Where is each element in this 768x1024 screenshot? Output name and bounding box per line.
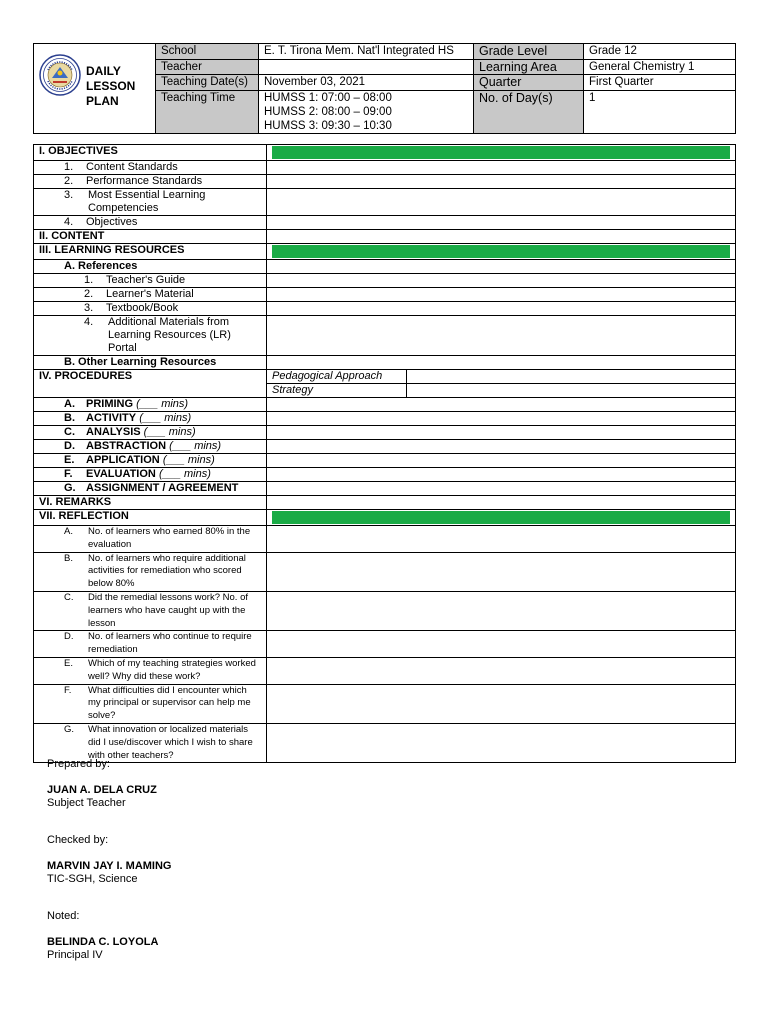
procedures-heading: IV. PROCEDURES: [34, 370, 267, 398]
item-letter: C.: [64, 591, 74, 603]
procedure-step: [34, 440, 267, 454]
item-letter: A.: [64, 526, 73, 537]
item-number: 3.: [64, 189, 74, 201]
resource-entry[interactable]: [267, 288, 736, 302]
reflection-item: [34, 657, 267, 684]
objective-item: [34, 189, 267, 216]
step-letter: D.: [64, 440, 75, 452]
title-line: LESSON: [86, 79, 136, 93]
resource-entry[interactable]: [267, 274, 736, 288]
reflection-item: [34, 591, 267, 630]
noted-by-block: [47, 910, 158, 962]
item-text: Teacher's Guide: [106, 274, 186, 286]
item-number: 1.: [84, 274, 94, 286]
item-text: Most Essential Learning Competencies: [88, 189, 206, 214]
procedure-entry[interactable]: [267, 440, 736, 454]
reflection-entry[interactable]: [267, 552, 736, 591]
prepared-by-block: [47, 758, 157, 810]
section-bar: [272, 245, 730, 258]
step-letter: A.: [64, 398, 75, 410]
procedure-entry[interactable]: [267, 468, 736, 482]
item-number: 2.: [84, 288, 94, 300]
date-label: Teaching Date(s): [156, 75, 259, 91]
reflection-heading: VII. REFLECTION: [34, 510, 267, 526]
item-text: Which of my teaching strategies worked well? Why did these work?: [88, 657, 256, 682]
teacher-value: [259, 59, 474, 75]
step-mins: (___ mins): [143, 426, 196, 438]
reflection-entry[interactable]: [267, 684, 736, 723]
step-mins: (___ mins): [139, 412, 192, 424]
section-bar-cell: [267, 145, 736, 161]
item-number: 2.: [64, 175, 74, 187]
resource-item: [34, 274, 267, 288]
step-name: PRIMING: [86, 398, 134, 410]
procedure-entry[interactable]: [267, 482, 736, 496]
objective-item: [34, 216, 267, 230]
procedure-step: [34, 426, 267, 440]
item-number: 3.: [84, 302, 94, 314]
step-mins: (___ mins): [158, 468, 211, 480]
time-label: Teaching Time: [156, 90, 259, 133]
step-mins: (___ mins): [162, 454, 215, 466]
item-text: Textbook/Book: [106, 302, 179, 314]
step-name: EVALUATION: [86, 468, 156, 480]
item-text: Performance Standards: [86, 175, 203, 187]
signatory-title: Subject Teacher: [47, 797, 126, 809]
item-text: Objectives: [86, 216, 138, 228]
reflection-entry[interactable]: [267, 526, 736, 553]
section-bar-cell: [267, 510, 736, 526]
grade-value: Grade 12: [584, 44, 736, 60]
remarks-heading: VI. REMARKS: [34, 496, 267, 510]
reflection-entry[interactable]: [267, 723, 736, 762]
reflection-item: [34, 631, 267, 658]
date-value: November 03, 2021: [259, 75, 474, 91]
objective-item: [34, 175, 267, 189]
reflection-entry[interactable]: [267, 631, 736, 658]
procedure-entry[interactable]: [267, 398, 736, 412]
step-name: APPLICATION: [86, 454, 160, 466]
quarter-label: Quarter: [474, 75, 584, 91]
strategy-row: [267, 384, 736, 398]
quarter-value: First Quarter: [584, 75, 736, 91]
resources-heading: III. LEARNING RESOURCES: [34, 244, 267, 260]
item-number: 4.: [84, 316, 94, 328]
signature-caption: Prepared by:: [47, 758, 110, 770]
deped-seal-icon: [39, 54, 81, 96]
item-text: Learner's Material: [106, 288, 194, 300]
objective-entry[interactable]: [267, 216, 736, 230]
school-value: E. T. Tirona Mem. Nat'l Integrated HS: [259, 44, 474, 60]
item-number: 4.: [64, 216, 74, 228]
lesson-plan-table: [33, 144, 736, 763]
section-bar-cell: [267, 244, 736, 260]
procedure-step: [34, 398, 267, 412]
signature-caption: Checked by:: [47, 834, 109, 846]
pedagogy-row: [267, 370, 736, 384]
step-mins: (___ mins): [136, 398, 189, 410]
procedure-step: [34, 454, 267, 468]
item-number: 1.: [64, 161, 74, 173]
item-text: No. of learners who continue to require remediation: [88, 631, 252, 656]
item-text: Additional Materials from Learning Resources (LR) Portal: [108, 316, 231, 354]
references-entry[interactable]: [267, 260, 736, 274]
objectives-heading: I. OBJECTIVES: [34, 145, 267, 161]
signatory-name: BELINDA C. LOYOLA: [47, 936, 159, 948]
time-slot: HUMSS 2: 08:00 – 09:00: [264, 105, 392, 118]
content-heading: II. CONTENT: [34, 230, 267, 244]
time-value: [259, 90, 474, 133]
step-name: ASSIGNMENT / AGREEMENT: [86, 482, 239, 494]
step-letter: E.: [64, 454, 75, 466]
grade-label: Grade Level: [474, 44, 584, 60]
step-mins: (___ mins): [169, 440, 222, 452]
reflection-item: [34, 684, 267, 723]
title-line: DAILY: [86, 64, 121, 78]
item-letter: D.: [64, 631, 74, 643]
logo-cell: [34, 44, 156, 134]
procedure-step: [34, 412, 267, 426]
reflection-item: [34, 723, 267, 762]
signatory-name: MARVIN JAY I. MAMING: [47, 860, 172, 872]
other-resources-entry[interactable]: [267, 356, 736, 370]
step-letter: F.: [64, 468, 73, 480]
item-letter: E.: [64, 657, 73, 669]
signatory-title: TIC-SGH, Science: [47, 873, 138, 885]
item-text: No. of learners who require additional activities for remediation who scored below 80%: [88, 552, 246, 590]
reflection-item: [34, 526, 267, 553]
item-letter: F.: [64, 684, 72, 696]
time-slot: HUMSS 3: 09:30 – 10:30: [264, 119, 392, 132]
objective-entry[interactable]: [267, 161, 736, 175]
teacher-label: Teacher: [156, 59, 259, 75]
step-letter: G.: [64, 482, 76, 494]
title-line: PLAN: [86, 94, 119, 108]
signature-caption: Noted:: [47, 910, 80, 922]
procedure-entry[interactable]: [267, 412, 736, 426]
header-table: [33, 43, 736, 134]
reflection-item: [34, 552, 267, 591]
other-resources-label: B. Other Learning Resources: [34, 356, 267, 370]
area-label: Learning Area: [474, 59, 584, 75]
area-value: General Chemistry 1: [584, 59, 736, 75]
step-name: ABSTRACTION: [86, 440, 167, 452]
dlp-title: [86, 64, 135, 109]
remarks-entry[interactable]: [267, 496, 736, 510]
reflection-entry[interactable]: [267, 591, 736, 630]
item-text: Did the remedial lessons work? No. of learners who have caught up with the lesson: [88, 591, 248, 629]
procedure-step: [34, 468, 267, 482]
item-letter: G.: [64, 723, 75, 735]
procedure-entry[interactable]: [267, 426, 736, 440]
item-text: What innovation or localized materials did I use/discover which I wish to share with other teachers?: [88, 723, 253, 761]
item-text: Content Standards: [86, 161, 178, 173]
procedure-step: [34, 482, 267, 496]
item-text: No. of learners who earned 80% in the evaluation: [88, 526, 251, 550]
step-letter: B.: [64, 412, 75, 424]
section-bar: [272, 146, 730, 159]
content-entry[interactable]: [267, 230, 736, 244]
school-label: School: [156, 44, 259, 60]
resource-entry[interactable]: [267, 316, 736, 356]
objective-entry[interactable]: [267, 175, 736, 189]
signatory-name: JUAN A. DELA CRUZ: [47, 784, 157, 796]
item-letter: B.: [64, 552, 73, 564]
days-value: 1: [584, 90, 736, 133]
resource-item: [34, 316, 267, 356]
strategy-label: Strategy: [267, 384, 407, 397]
procedure-entry[interactable]: [267, 454, 736, 468]
item-text: What difficulties did I encounter which my principal or supervisor can help me solve?: [88, 684, 251, 722]
objective-item: [34, 161, 267, 175]
time-slot: HUMSS 1: 07:00 – 08:00: [264, 91, 392, 104]
resource-item: [34, 288, 267, 302]
step-name: ACTIVITY: [86, 412, 137, 424]
resource-entry[interactable]: [267, 302, 736, 316]
reflection-entry[interactable]: [267, 657, 736, 684]
pedagogical-approach-label: Pedagogical Approach: [267, 370, 407, 383]
references-label: A. References: [34, 260, 267, 274]
section-bar: [272, 511, 730, 524]
step-letter: C.: [64, 426, 75, 438]
checked-by-block: [47, 834, 172, 886]
signatory-title: Principal IV: [47, 949, 103, 961]
resource-item: [34, 302, 267, 316]
objective-entry[interactable]: [267, 189, 736, 216]
days-label: No. of Day(s): [474, 90, 584, 133]
step-name: ANALYSIS: [86, 426, 141, 438]
